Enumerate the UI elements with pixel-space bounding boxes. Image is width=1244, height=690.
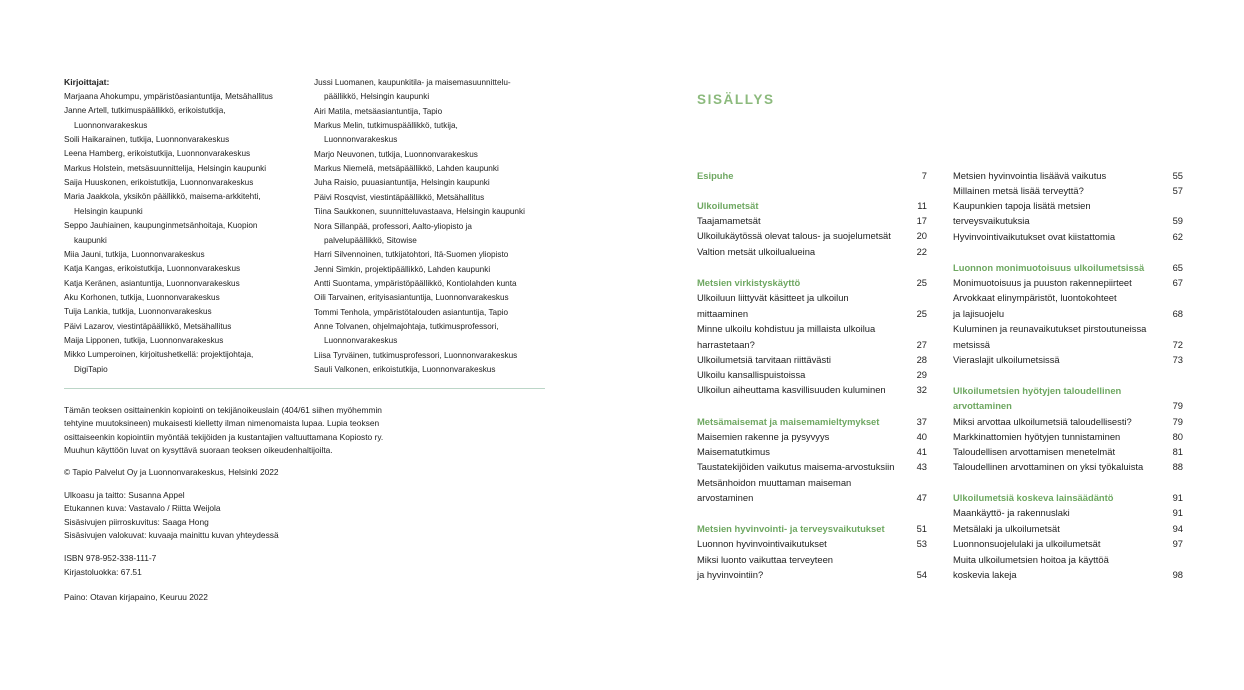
author-line: Saija Huuskonen, erikoistutkija, Luonnonvarakeskus xyxy=(64,178,254,188)
author-line: Oili Tarvainen, erityisasiantuntija, Luonnonvarakeskus xyxy=(314,293,509,303)
print-info: Paino: Otavan kirjapaino, Keuruu 2022 xyxy=(64,592,208,602)
toc-page-number: 55 xyxy=(1172,170,1183,181)
author-line: Jenni Simkin, projektipäällikkö, Lahden kaupunki xyxy=(314,264,491,274)
toc-section-heading: Metsien hyvinvointi- ja terveysvaikutukset xyxy=(697,523,885,534)
toc-page-number: 47 xyxy=(916,492,927,503)
toc-page-number: 53 xyxy=(916,538,927,549)
toc-page-number: 97 xyxy=(1172,538,1183,549)
toc-entry: Ulkoilumetsiä tarvitaan riittävästi xyxy=(697,354,831,365)
toc-entry: Metsälaki ja ulkoilumetsät xyxy=(953,523,1060,534)
toc-entry: Arvokkaat elinympäristöt, luontokohteet xyxy=(953,292,1117,303)
author-line: Helsingin kaupunki xyxy=(74,206,143,216)
toc-entry: Kaupunkien tapoja lisätä metsien xyxy=(953,200,1091,211)
toc-page-number: 54 xyxy=(916,569,927,580)
toc-page-number: 7 xyxy=(921,170,927,181)
toc-entry: ja lajisuojelu xyxy=(953,308,1005,319)
toc-page-number: 91 xyxy=(1172,492,1183,503)
toc-page-number: 51 xyxy=(916,523,927,534)
toc-entry: Kuluminen ja reunavaikutukset pirstoutuneissa xyxy=(953,323,1147,334)
copyright-text-line: tehtyine muutoksineen) mukaisesti kielletty ilman nimenomaista lupaa. Lupia teoksen xyxy=(64,418,380,429)
library-class: Kirjastoluokka: 67.51 xyxy=(64,567,142,577)
author-line: Tuija Lankia, tutkija, Luonnonvarakeskus xyxy=(64,307,212,317)
author-line: Jussi Luomanen, kaupunkitila- ja maisemasuunnittelu- xyxy=(314,78,511,87)
author-line: Katja Kangas, erikoistutkija, Luonnonvarakeskus xyxy=(64,264,241,274)
author-line: Maria Jaakkola, yksikön päällikkö, maisema-arkkitehti, xyxy=(64,192,261,202)
author-line: Päivi Lazarov, viestintäpäällikkö, Metsähallitus xyxy=(64,321,232,331)
author-line: Luonnonvarakeskus xyxy=(324,336,398,346)
toc-page-number: 25 xyxy=(916,308,927,319)
toc-entry: Luonnonsuojelulaki ja ulkoilumetsät xyxy=(953,538,1101,549)
toc-entry: Ulkoilukäytössä olevat talous- ja suojelumetsät xyxy=(697,230,891,241)
toc-entry: Taajamametsät xyxy=(697,215,761,226)
isbn: ISBN 978-952-338-111-7 xyxy=(64,553,157,563)
author-line: Seppo Jauhiainen, kaupunginmetsänhoitaja, Kuopion xyxy=(64,221,258,231)
author-line: Anne Tolvanen, ohjelmajohtaja, tutkimusprofessori, xyxy=(314,321,499,331)
author-line: Katja Keränen, asiantuntija, Luonnonvarakeskus xyxy=(64,278,240,288)
author-line: Leena Hamberg, erikoistutkija, Luonnonvarakeskus xyxy=(64,149,251,159)
toc-entry: Taloudellisen arvottamisen menetelmät xyxy=(953,446,1116,457)
toc-page-number: 27 xyxy=(916,339,927,350)
toc-entry: Metsänhoidon muuttaman maiseman xyxy=(697,477,852,488)
toc-entry: Taloudellinen arvottaminen on yksi työkaluista xyxy=(953,461,1144,472)
authors-heading: Kirjoittajat: xyxy=(64,77,110,87)
toc-page-number: 43 xyxy=(916,461,927,472)
toc-entry: Luonnon hyvinvointivaikutukset xyxy=(697,538,827,549)
toc-entry: Monimuotoisuus ja puuston rakennepiirteet xyxy=(953,277,1132,288)
author-line: Mikko Lumperoinen, kirjoitushetkellä: projektijohtaja, xyxy=(64,350,254,360)
author-line: Päivi Rosqvist, viestintäpäällikkö, Metsähallitus xyxy=(314,192,485,202)
toc-page-number: 91 xyxy=(1172,507,1183,518)
author-line: Markus Niemelä, metsäpäällikkö, Lahden kaupunki xyxy=(314,164,499,174)
toc-page-number: 72 xyxy=(1172,339,1183,350)
toc-entry: Minne ulkoilu kohdistuu ja millaista ulkoilua xyxy=(697,323,876,334)
author-line: kaupunki xyxy=(74,235,107,245)
copyright-text-line: Tämän teoksen osittainenkin kopiointi on tekijänoikeuslain (404/61 siihen myöhemmin xyxy=(64,405,382,415)
author-line: päällikkö, Helsingin kaupunki xyxy=(324,92,430,102)
toc-entry: Maisemien rakenne ja pysyvyys xyxy=(697,431,830,442)
toc-page-number: 40 xyxy=(916,431,927,442)
author-line: Juha Raisio, puuasiantuntija, Helsingin kaupunki xyxy=(314,178,490,188)
toc-page-number: 29 xyxy=(916,369,927,380)
toc-entry: mittaaminen xyxy=(697,308,749,319)
toc-entry: Maankäyttö- ja rakennuslaki xyxy=(953,507,1070,518)
author-line: Markus Holstein, metsäsuunnittelija, Helsingin kaupunki xyxy=(64,163,267,173)
toc-entry: Hyvinvointivaikutukset ovat kiistattomia xyxy=(953,231,1116,242)
toc-page-number: 94 xyxy=(1172,523,1183,534)
author-line: Luonnonvarakeskus xyxy=(74,120,148,130)
author-line: Tiina Saukkonen, suunnitteluvastaava, Helsingin kaupunki xyxy=(314,207,525,217)
toc-page-number: 81 xyxy=(1172,446,1183,457)
toc-section-heading: Luonnon monimuotoisuus ulkoilumetsissä xyxy=(953,262,1145,273)
toc-entry: arvostaminen xyxy=(697,492,754,503)
toc-entry: Maisematutkimus xyxy=(697,446,770,457)
toc-section-heading: Esipuhe xyxy=(697,170,734,181)
divider-line xyxy=(64,388,545,389)
credit-line: Ulkoasu ja taitto: Susanna Appel xyxy=(64,490,185,500)
toc-page-number: 22 xyxy=(916,246,927,257)
toc-entry: Miksi arvottaa ulkoilumetsiä taloudellisesti? xyxy=(953,416,1132,427)
toc-page-number: 37 xyxy=(916,416,927,427)
credit-line: Sisäsivujen piirroskuvitus: Saaga Hong xyxy=(64,516,209,527)
toc-page-number: 73 xyxy=(1172,354,1183,365)
author-line: Liisa Tyrväinen, tutkimusprofessori, Luonnonvarakeskus xyxy=(314,350,518,360)
toc-page-number: 59 xyxy=(1172,215,1183,226)
toc-entry: Muita ulkoilumetsien hoitoa ja käyttöä xyxy=(953,554,1109,565)
author-line: Tommi Tenhola, ympäristötalouden asiantuntija, Tapio xyxy=(314,307,509,317)
toc-entry: Ulkoiluun liittyvät käsitteet ja ulkoilun xyxy=(697,292,849,303)
author-line: Harri Silvennoinen, tutkijatohtori, Itä-Suomen yliopisto xyxy=(314,250,509,260)
author-line: Antti Suontama, ympäristöpäällikkö, Kontiolahden kunta xyxy=(314,278,517,288)
toc-entry: Ulkoilu kansallispuistoissa xyxy=(697,369,806,380)
credit-line: Etukannen kuva: Vastavalo / Riitta Weijola xyxy=(64,503,221,514)
toc-page-number: 65 xyxy=(1172,262,1183,273)
toc-entry: harrastetaan? xyxy=(697,339,755,350)
toc-section-heading: Metsien virkistyskäyttö xyxy=(697,277,801,288)
toc-section-heading: Ulkoilumetsiä koskeva lainsäädäntö xyxy=(953,492,1114,503)
author-line: Janne Artell, tutkimuspäällikkö, erikoistutkija, xyxy=(64,106,226,116)
toc-section-heading: Ulkoilumetsät xyxy=(697,200,759,211)
toc-page-number: 62 xyxy=(1172,231,1183,242)
toc-entry: metsissä xyxy=(953,339,990,350)
author-line: palvelupäällikkö, Sitowise xyxy=(324,235,417,245)
toc-page-number: 41 xyxy=(916,446,927,457)
author-line: Sauli Valkonen, erikoistutkija, Luonnonvarakeskus xyxy=(314,365,496,374)
toc-entry: koskevia lakeja xyxy=(953,569,1017,580)
toc-section-heading: arvottaminen xyxy=(953,400,1012,411)
author-line: Aku Korhonen, tutkija, Luonnonvarakeskus xyxy=(64,292,220,302)
toc-section-heading: Ulkoilumetsien hyötyjen taloudellinen xyxy=(953,385,1122,396)
author-line: Nora Sillanpää, professori, Aalto-yliopisto ja xyxy=(314,221,472,231)
toc-entry: ja hyvinvointiin? xyxy=(697,569,764,580)
copyright-line: © Tapio Palvelut Oy ja Luonnonvarakeskus, Helsinki 2022 xyxy=(64,467,279,477)
toc-page-number: 68 xyxy=(1172,308,1183,319)
author-line: Luonnonvarakeskus xyxy=(324,135,398,145)
toc-entry: Vieraslajit ulkoilumetsissä xyxy=(953,354,1060,365)
author-line: Miia Jauni, tutkija, Luonnonvarakeskus xyxy=(64,249,205,259)
toc-entry: Metsien hyvinvointia lisäävä vaikutus xyxy=(953,170,1107,181)
toc-page-number: 80 xyxy=(1172,431,1183,442)
author-line: Marjaana Ahokumpu, ympäristöasiantuntija, Metsähallitus xyxy=(64,92,273,101)
toc-page-number: 98 xyxy=(1172,569,1183,580)
toc-section-heading: Metsämaisemat ja maisemamieltymykset xyxy=(697,416,880,427)
author-line: Soili Haikarainen, tutkija, Luonnonvarakeskus xyxy=(64,135,230,145)
toc-entry: Markkinattomien hyötyjen tunnistaminen xyxy=(953,431,1121,442)
author-line: DigiTapio xyxy=(74,364,108,374)
toc-page-number: 17 xyxy=(916,215,927,226)
toc-title: SISÄLLYS xyxy=(697,92,775,107)
toc-page-number: 79 xyxy=(1172,416,1183,427)
toc-entry: Valtion metsät ulkoilualueina xyxy=(697,246,816,257)
toc-entry: Millainen metsä lisää terveyttä? xyxy=(953,185,1084,196)
author-line: Marjo Neuvonen, tutkija, Luonnonvarakeskus xyxy=(314,149,478,159)
credit-line: Sisäsivujen valokuvat: kuvaaja mainittu kuvan yhteydessä xyxy=(64,529,279,540)
toc-page-number: 88 xyxy=(1172,461,1183,472)
toc-entry: Ulkoilun aiheuttama kasvillisuuden kuluminen xyxy=(697,384,886,395)
toc-page-number: 11 xyxy=(917,200,927,211)
author-line: Maija Lipponen, tutkija, Luonnonvarakeskus xyxy=(64,335,224,345)
toc-page-number: 28 xyxy=(916,354,927,365)
author-line: Markus Melin, tutkimuspäällikkö, tutkija, xyxy=(314,121,458,131)
copyright-text-line: osittaiseenkin kopiointiin myöntää tekijöiden ja kustantajien valtuuttamana Kopiosto ry. xyxy=(64,431,384,442)
toc-entry: terveysvaikutuksia xyxy=(953,215,1030,226)
copyright-text-line: Muuhun käyttöön luvat on kysyttävä suoraan teoksen oikeudenhaltijoilta. xyxy=(64,444,333,455)
toc-entry: Taustatekijöiden vaikutus maisema-arvostuksiin xyxy=(697,461,895,472)
author-line: Airi Matila, metsäasiantuntija, Tapio xyxy=(314,106,443,116)
toc-entry: Miksi luonto vaikuttaa terveyteen xyxy=(697,554,834,565)
toc-page-number: 25 xyxy=(916,277,927,288)
toc-page-number: 20 xyxy=(916,230,927,241)
toc-page-number: 32 xyxy=(916,384,927,395)
toc-page-number: 57 xyxy=(1172,185,1183,196)
toc-page-number: 79 xyxy=(1172,400,1183,411)
toc-page-number: 67 xyxy=(1172,277,1183,288)
